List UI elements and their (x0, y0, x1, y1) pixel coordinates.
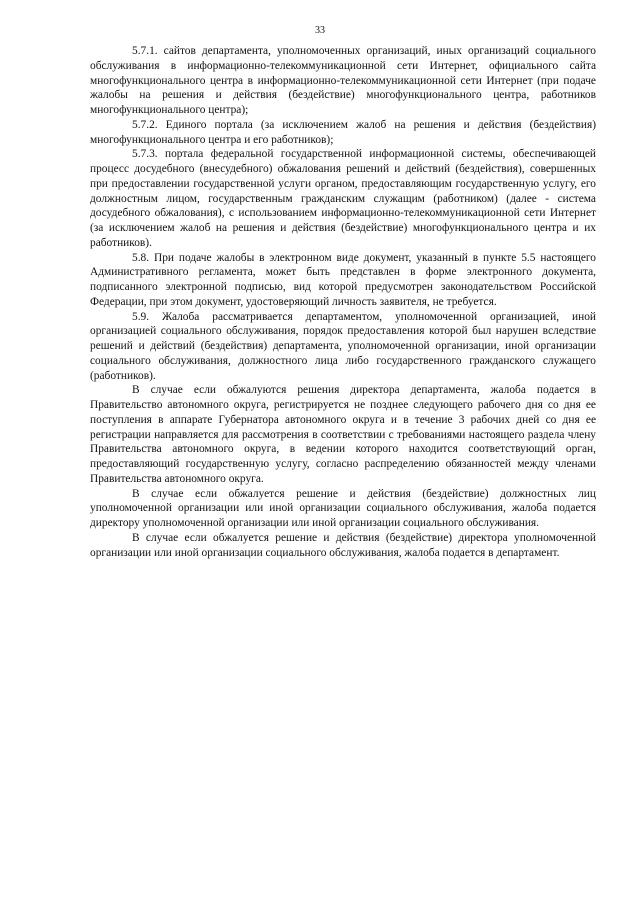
paragraph-5-7-1: 5.7.1. сайтов департамента, уполномоченных организаций, иных организаций социального обслуживания в информационно-телекоммуникационной сети Интернет, официального сайта многофункционального центра в информационно-телекоммуникационной сети Интернет (при подаче жалобы на решения и действия (бездействие) многофункционального центра, работников многофункционального центра); (90, 45, 596, 116)
paragraph-5-7-2: 5.7.2. Единого портала (за исключением жалоб на решения и действия (бездействия) многофункционального центра и его работников); (90, 118, 596, 146)
paragraph-director-complaint: В случае если обжалуются решения директора департамента, жалоба подается в Правительство автономного округа, регистрируется не позднее следующего рабочего дня со дня ее поступления в аппарате Губернатора автономного округа и в течение 3 рабочих дней со дня ее регистрации направляется для рассмотрения в соответствии с требованиями настоящего раздела члену Правительства автономного округа, в ведении которого находится соответствующий орган, предоставляющий государственную услугу, согласно распределению обязанностей между членами Правительства автономного округа. (90, 384, 596, 485)
paragraph-5-8: 5.8. При подаче жалобы в электронном виде документ, указанный в пункте 5.5 настоящего Административного регламента, может быть представлен в форме электронного документа, подписанного электронной подписью, вид которой предусмотрен законодательством Российской Федерации, при этом документ, удостоверяющий личность заявителя, не требуется. (90, 251, 596, 308)
paragraph-5-7-3: 5.7.3. портала федеральной государственной информационной системы, обеспечивающей процесс досудебного (внесудебного) обжалования решений и действий (бездействия), совершенных при предоставлении государственной услуги органом, предоставляющим государственную услугу, его должностным лицом, государственным гражданским служащим (работником) (далее - система досудебного обжалования), с использованием информационно-телекоммуникационной сети Интернет (за исключением жалоб на решения и действия (бездействие) многофункционального центра и их работников). (90, 148, 596, 249)
paragraph-5-9: 5.9. Жалоба рассматривается департаментом, уполномоченной организацией, иной организацией социального обслуживания, порядок предоставления которой был нарушен вследствие решений и действий (бездействия) департамента, уполномоченной организации, иной организации социального обслуживания, должностного лица либо государственного гражданского служащего (работников). (90, 310, 596, 382)
paragraph-organization-director-complaint: В случае если обжалуется решение и действия (бездействие) директора уполномоченной организации или иной организации социального обслуживания, жалоба подается в департамент. (90, 531, 596, 559)
document-body (90, 44, 596, 560)
paragraph-officials-complaint: В случае если обжалуется решение и действия (бездействие) должностных лиц уполномоченной организации или иной организации социального обслуживания, жалоба подается директору уполномоченной организации или иной организации социального обслуживания. (90, 487, 596, 529)
page-number: 33 (315, 25, 325, 36)
